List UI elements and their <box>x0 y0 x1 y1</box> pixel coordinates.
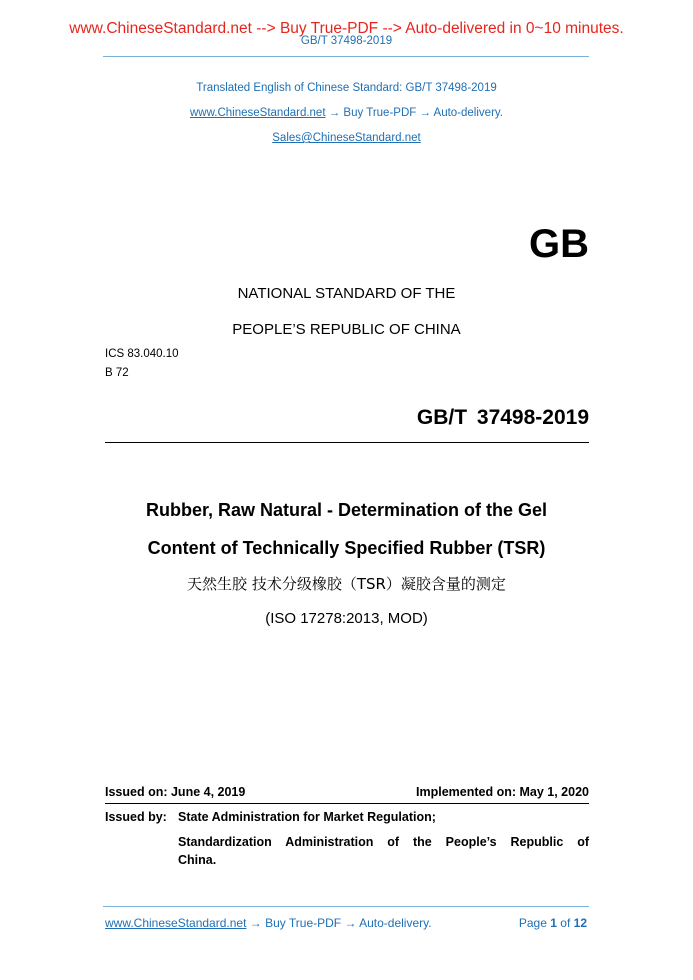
page-indicator <box>519 916 587 930</box>
national-standard-line1: NATIONAL STANDARD OF THE <box>237 285 456 302</box>
issued-by-label: Issued by: <box>105 810 167 824</box>
iso-reference: (ISO 17278:2013, MOD) <box>265 610 428 627</box>
intro-link-line <box>0 107 693 119</box>
site-link-rest: → Buy True-PDF → Auto-delivery. <box>325 107 503 119</box>
footer-divider <box>103 906 589 907</box>
of-word: of <box>560 916 571 930</box>
email-link[interactable]: Sales@ChineseStandard.net <box>272 132 421 144</box>
issued-by-authority-1: State Administration for Market Regulation; <box>178 810 436 824</box>
header-standard-code: GB/T 37498-2019 <box>300 35 393 47</box>
issue-rule <box>105 803 589 804</box>
page-number: 1 <box>550 916 557 930</box>
promo-banner[interactable]: www.ChineseStandard.net --> Buy True-PDF --> Auto-delivered in 0~10 minutes. <box>69 20 624 37</box>
page-word: Page <box>518 916 547 930</box>
footer-link-rest: → Buy True-PDF → Auto-delivery. <box>246 916 432 930</box>
implemented-on: Implemented on: May 1, 2020 <box>416 785 589 799</box>
national-standard-line2: PEOPLE’S REPUBLIC OF CHINA <box>232 321 461 338</box>
header-divider <box>103 56 589 57</box>
ics-code: ICS 83.040.10 <box>105 348 179 360</box>
footer-site-link[interactable]: www.ChineseStandard.net <box>105 916 247 930</box>
gb-logo: GB <box>529 222 589 266</box>
issued-by-authority-2: Standardization Administration of the People’s Republic of <box>178 835 589 849</box>
title-chinese: 天然生胶 技术分级橡胶（TSR）凝胶含量的测定 <box>187 575 506 593</box>
standard-number: GB/T 37498-2019 <box>416 406 589 429</box>
footer-link-line <box>105 916 432 930</box>
title-rule <box>105 442 589 443</box>
issued-on: Issued on: June 4, 2019 <box>105 785 246 799</box>
issued-by-authority-3: China. <box>178 853 217 867</box>
email-line <box>0 132 693 144</box>
translated-note: Translated English of Chinese Standard: GB/T 37498-2019 <box>196 82 497 94</box>
title-line1: Rubber, Raw Natural - Determination of the Gel <box>145 500 548 520</box>
site-link[interactable]: www.ChineseStandard.net <box>190 107 326 119</box>
page-total: 12 <box>573 916 587 930</box>
title-line2: Content of Technically Specified Rubber (TSR) <box>147 538 546 558</box>
ccs-code: B 72 <box>105 367 129 379</box>
